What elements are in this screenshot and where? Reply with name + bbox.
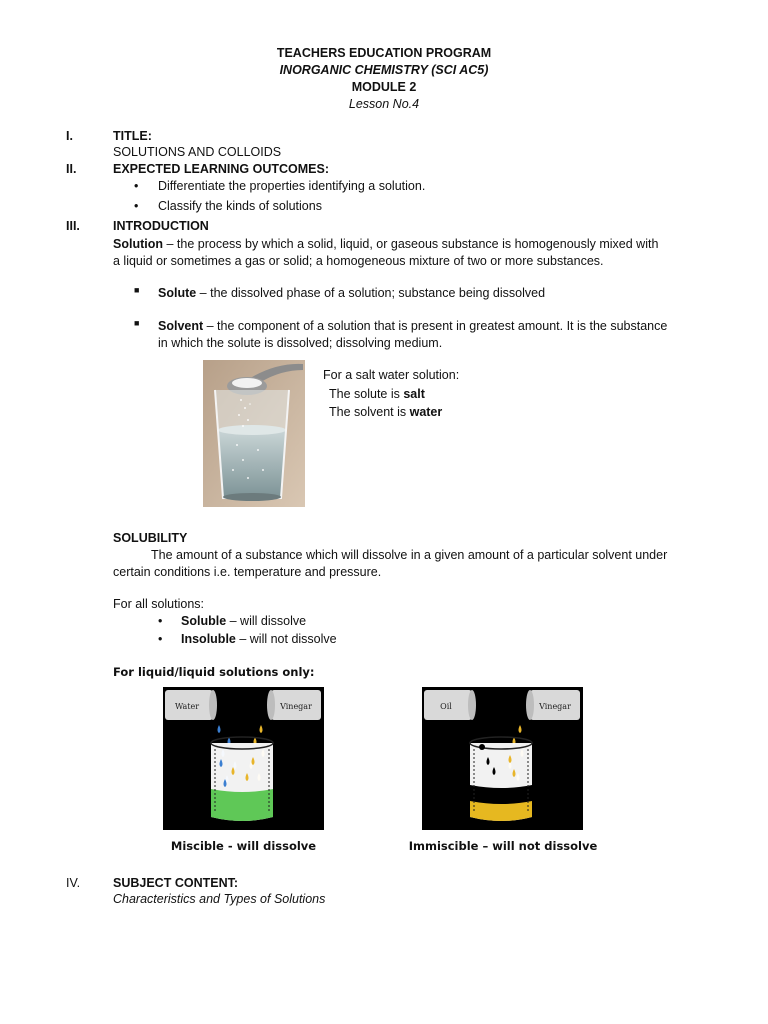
salt-water-intro: For a salt water solution:: [323, 368, 460, 382]
section4-text: Characteristics and Types of Solutions: [113, 892, 326, 906]
bullet-dot-icon: •: [134, 199, 139, 213]
oil-container-icon: [424, 690, 476, 720]
outcome-item: Differentiate the properties identifying a solution.: [158, 179, 426, 193]
bullet-dot-icon: •: [158, 632, 163, 646]
square-bullet-icon: ■: [134, 285, 140, 295]
program-title: TEACHERS EDUCATION PROGRAM: [276, 46, 492, 60]
solute-definition: Solute – the dissolved phase of a solution; substance being dissolved: [158, 286, 546, 300]
section3-numeral: III.: [66, 219, 80, 233]
svg-text:Vinegar: Vinegar: [280, 702, 312, 711]
svg-text:Oil: Oil: [440, 702, 452, 711]
insoluble-item: Insoluble – will not dissolve: [181, 632, 337, 646]
bullet-dot-icon: •: [134, 179, 139, 193]
solution-definition: Solution – the process by which a solid, liquid, or gaseous substance is homogenously mixed with: [113, 237, 659, 251]
lesson-number: Lesson No.4: [348, 97, 420, 111]
section3-heading: INTRODUCTION: [113, 219, 209, 233]
section1-heading: TITLE:: [113, 129, 152, 143]
miscible-diagram: [163, 687, 324, 830]
salt-water-solvent: The solvent is water: [329, 405, 443, 419]
beaker-icon: [211, 737, 273, 821]
solubility-heading: SOLUBILITY: [113, 531, 188, 545]
miscible-caption: Miscible - will dissolve: [170, 839, 317, 853]
salt-water-glass-photo: [203, 360, 305, 507]
course-title: INORGANIC CHEMISTRY (SCI AC5): [279, 63, 489, 77]
immiscible-caption: Immiscible – will not dissolve: [408, 839, 598, 853]
immiscible-diagram: [422, 687, 583, 830]
section4-numeral: IV.: [66, 876, 81, 890]
section2-heading: EXPECTED LEARNING OUTCOMES:: [113, 162, 329, 176]
soluble-item: Soluble – will dissolve: [181, 614, 307, 628]
solution-definition-cont: a liquid or sometimes a gas or solid; a homogeneous mixture of two or more substances.: [113, 254, 604, 268]
section4-heading: SUBJECT CONTENT:: [113, 876, 239, 890]
bullet-dot-icon: •: [158, 614, 163, 628]
vinegar-container-icon: [267, 690, 321, 720]
for-all-solutions: For all solutions:: [113, 597, 205, 611]
outcome-item: Classify the kinds of solutions: [158, 199, 322, 213]
liquid-solutions-heading: For liquid/liquid solutions only:: [113, 665, 315, 679]
beaker-icon: [470, 737, 532, 821]
svg-text:Vinegar: Vinegar: [539, 702, 571, 711]
section1-text: SOLUTIONS AND COLLOIDS: [113, 145, 282, 159]
solvent-definition-cont: in which the solute is dissolved; dissolving medium.: [158, 336, 443, 350]
section2-numeral: II.: [66, 162, 77, 176]
solubility-definition-cont: certain conditions i.e. temperature and pressure.: [113, 565, 382, 579]
solvent-definition: Solvent – the component of a solution that is present in greatest amount. It is the substance: [158, 319, 668, 333]
section1-numeral: I.: [66, 129, 73, 143]
water-container-icon: [165, 690, 217, 720]
svg-text:Water: Water: [174, 702, 200, 711]
vinegar-container-icon: [526, 690, 580, 720]
salt-water-solute: The solute is salt: [329, 387, 425, 401]
solubility-definition: The amount of a substance which will dissolve in a given amount of a particular solvent under: [151, 548, 668, 562]
square-bullet-icon: ■: [134, 318, 140, 328]
module-title: MODULE 2: [351, 80, 417, 94]
